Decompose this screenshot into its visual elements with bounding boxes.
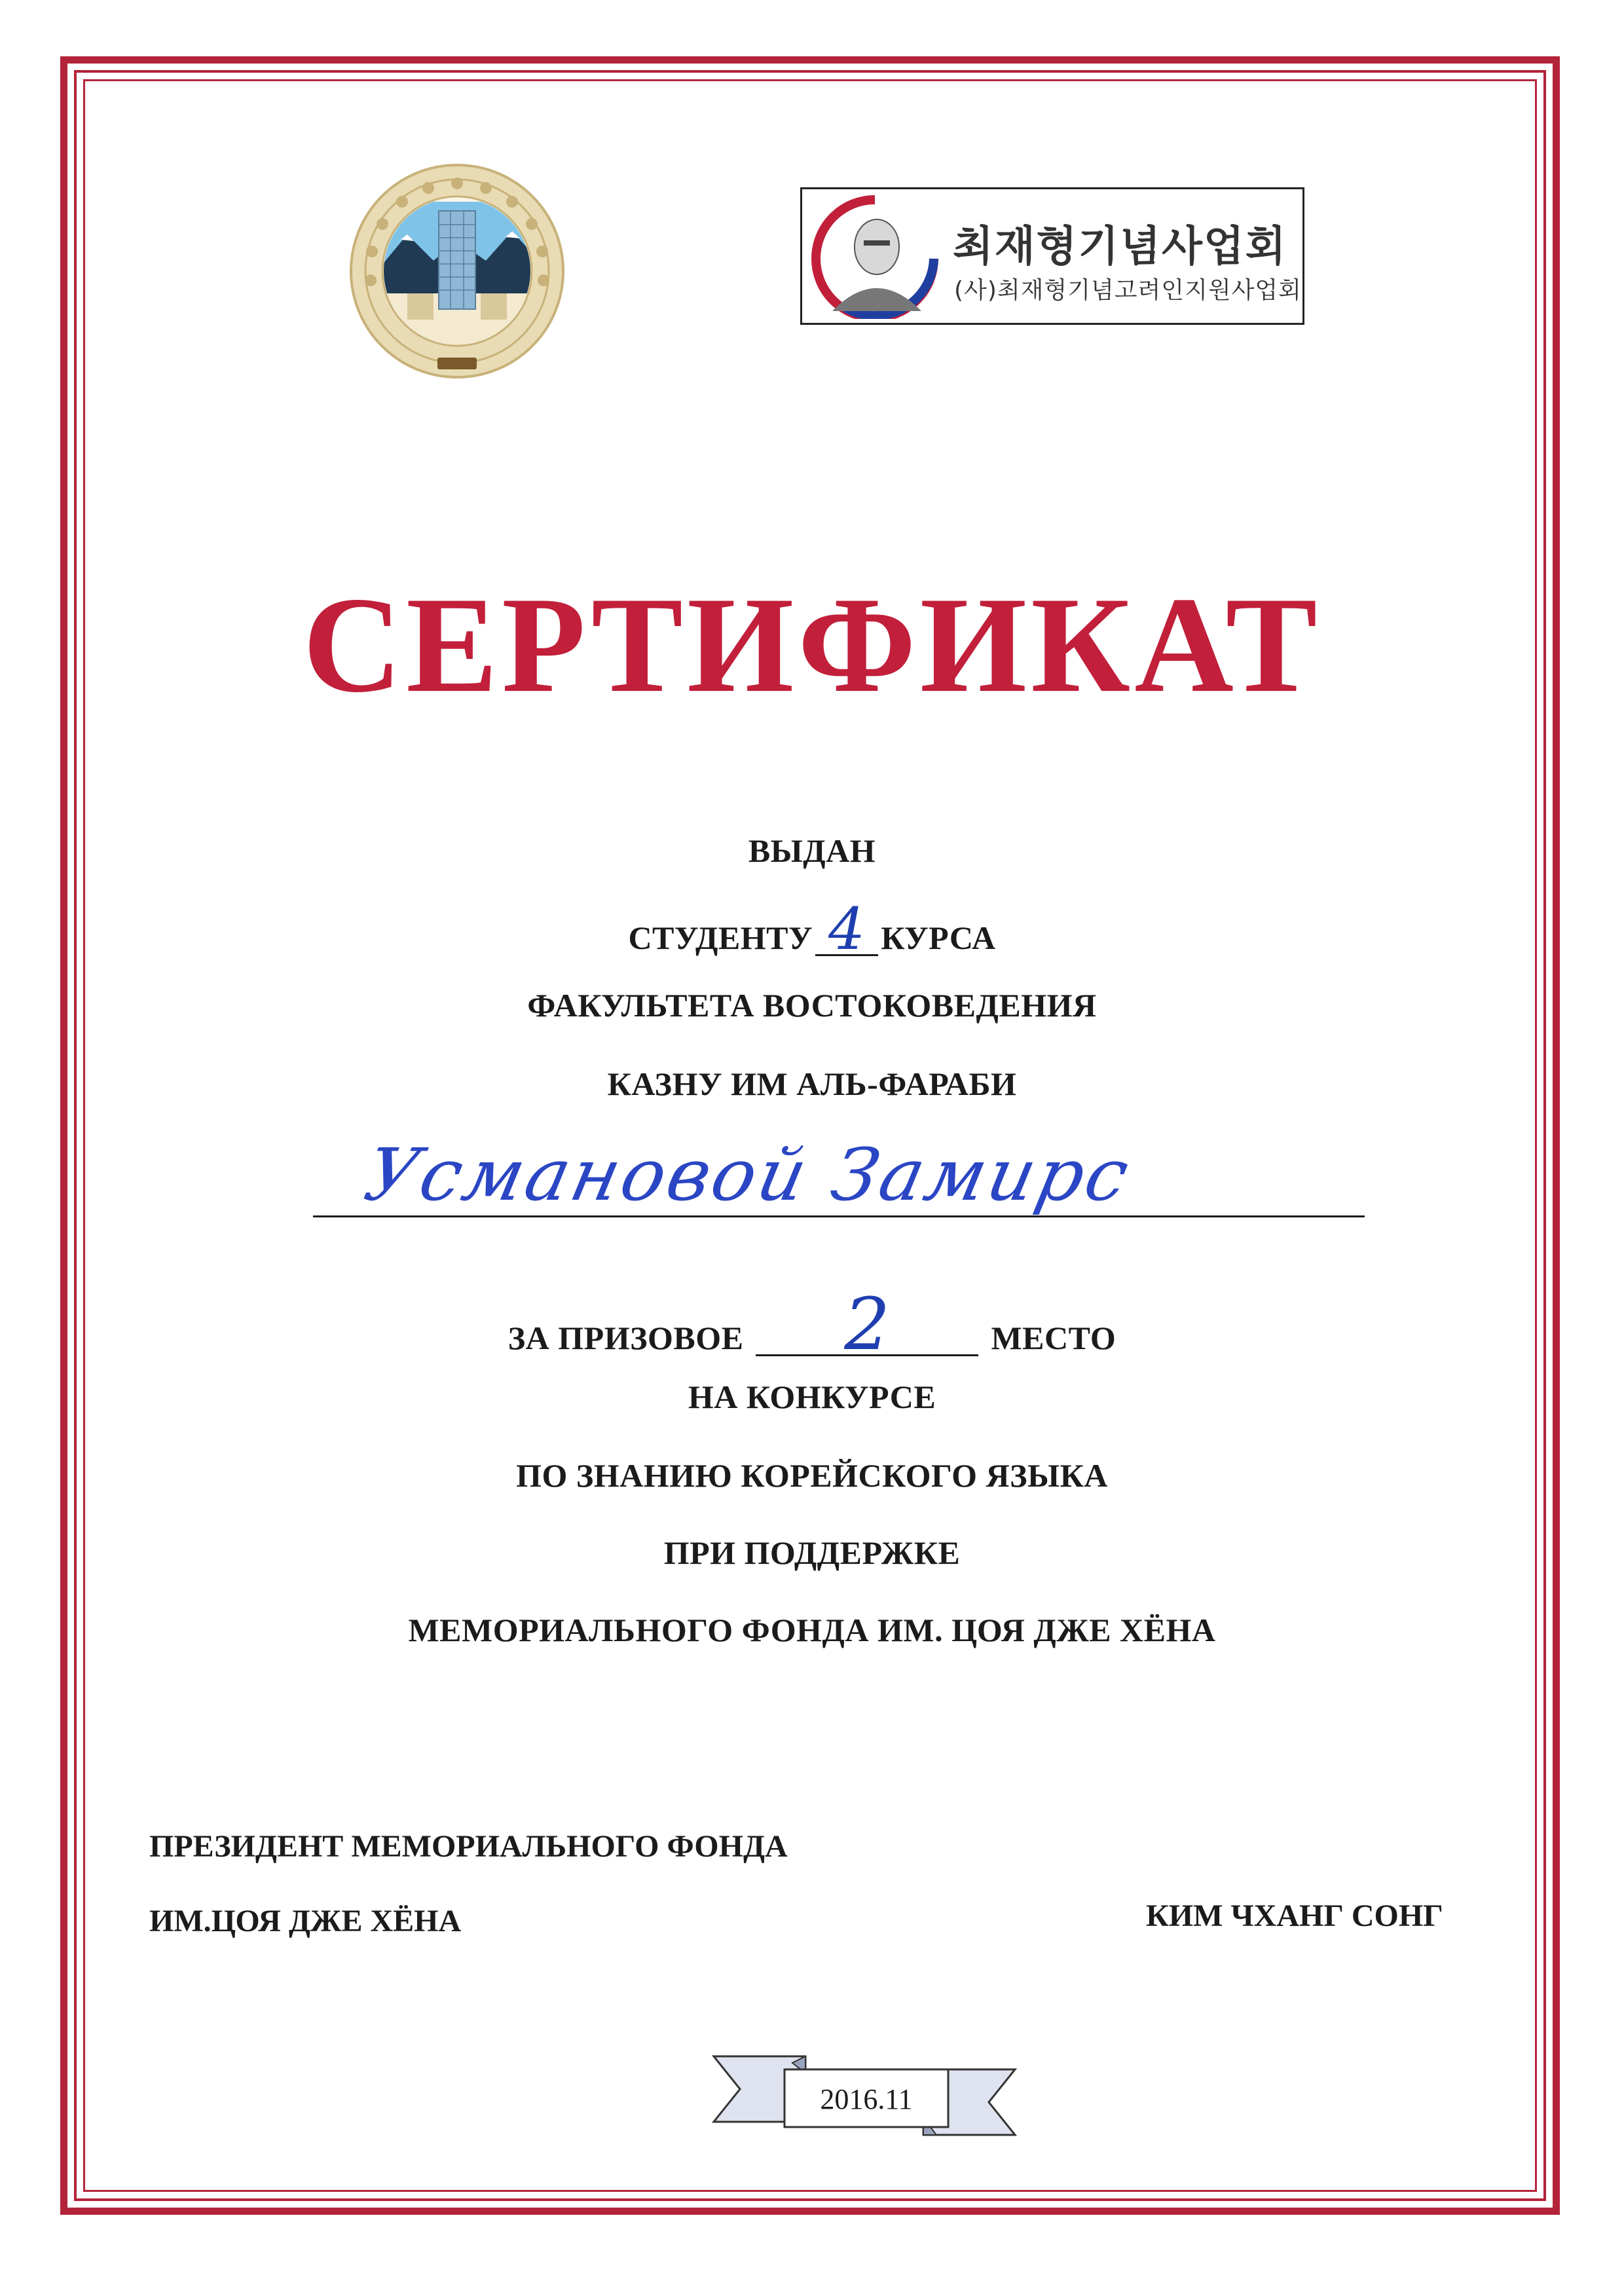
signatory-title-line1: ПРЕЗИДЕНТ МЕМОРИАЛЬНОГО ФОНДА xyxy=(149,1829,788,1864)
contest-line1: НА КОНКУРСЕ xyxy=(688,1379,936,1415)
student-prefix: СТУДЕНТУ xyxy=(628,919,813,956)
place-blank xyxy=(756,1282,978,1366)
support-line2: МЕМОРИАЛЬНОГО ФОНДА ИМ. ЦОЯ ДЖЕ ХЁНА xyxy=(408,1612,1216,1648)
support-line1: ПРИ ПОДДЕРЖКЕ xyxy=(663,1534,961,1571)
foundation-logo-title: 최재형기념사업회 xyxy=(953,223,1287,271)
name-underline xyxy=(313,1215,1365,1217)
certificate-title: СЕРТИФИКАТ xyxy=(303,569,1321,721)
foundation-logo xyxy=(800,187,1304,325)
faculty-line: ФАКУЛЬТЕТА ВОСТОКОВЕДЕНИЯ xyxy=(527,987,1097,1024)
course-number: 4 xyxy=(828,895,866,963)
signatory-name: КИМ ЧХАНГ СОНГ xyxy=(1146,1898,1443,1933)
student-suffix: КУРСА xyxy=(881,919,996,956)
contest-line2: ПО ЗНАНИЮ КОРЕЙСКОГО ЯЗЫКА xyxy=(516,1457,1108,1494)
student-line xyxy=(0,895,1624,963)
signatory-title-line2: ИМ.ЦОЯ ДЖЕ ХЁНА xyxy=(149,1904,462,1938)
prize-suffix: МЕСТО xyxy=(991,1320,1116,1356)
prize-line xyxy=(0,1282,1624,1366)
issue-date: 2016.11 xyxy=(820,2083,913,2115)
recipient-name: Усмановой Замирс xyxy=(358,1133,1139,1217)
kaznu-seal-icon xyxy=(348,162,566,380)
university-line: КАЗНУ ИМ АЛЬ-ФАРАБИ xyxy=(607,1065,1017,1102)
course-blank xyxy=(815,895,878,963)
issued-line: ВЫДАН xyxy=(748,832,876,869)
prize-prefix: ЗА ПРИЗОВОЕ xyxy=(507,1320,744,1356)
foundation-logo-subtitle: (사)최재형기념고려인지원사업회 xyxy=(954,277,1302,304)
portrait-icon xyxy=(806,193,944,319)
place-number: 2 xyxy=(844,1282,891,1366)
